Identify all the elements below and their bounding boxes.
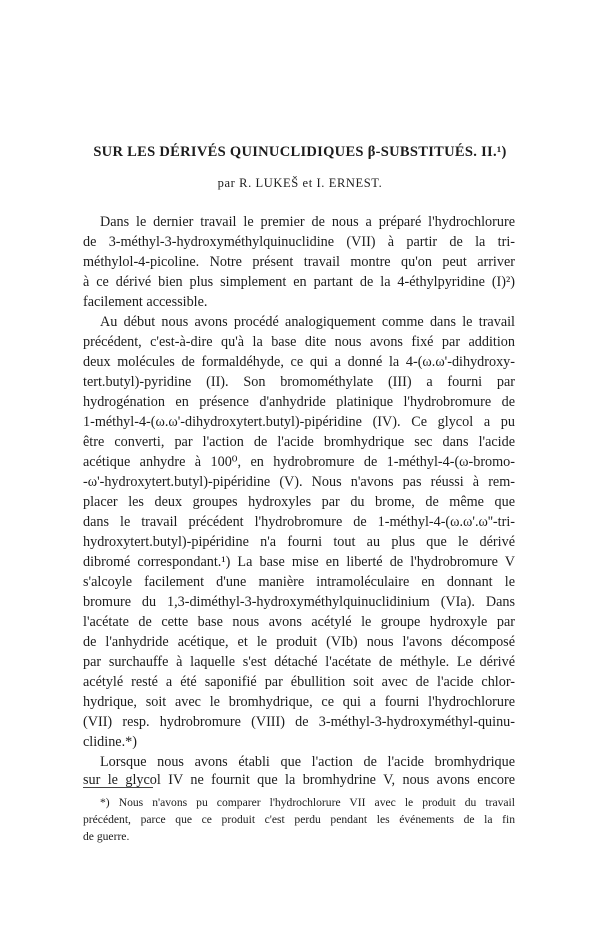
body-line: par surchauffe à laquelle s'est détaché l'acétate de méthyle. Le dérivé [83,654,515,670]
body-line: de l'anhydride acétique, et le produit (VIb) nous l'avons décomposé [83,634,515,650]
body-line: à ce dérivé bien plus simplement en partant de la 4-éthylpyridine (I)²) [83,274,515,290]
body-line: être converti, par l'action de l'acide bromhydrique sec dans l'acide [83,434,515,450]
footnote-line: *) Nous n'avons pu comparer l'hydrochlorure VII avec le produit du travail [100,796,515,809]
body-line: hydrogénation en présence d'anhydride platinique l'hydrobromure de [83,394,515,410]
footnote-line: précédent, parce que ce produit c'est perdu pendant les événements de la fin [83,813,515,826]
body-line: méthylol-4-picoline. Notre présent travail montre qu'on peut arriver [83,254,515,270]
paper-title: SUR LES DÉRIVÉS QUINUCLIDIQUES β-SUBSTITUÉS. II.¹) [93,144,507,160]
body-line: Au début nous avons procédé analogiquement comme dans le travail [100,314,515,330]
body-line: dans le travail précédent l'hydrobromure de 1-méthyl-4-(ω.ω'.ω''-tri- [83,514,515,530]
body-line: (VII) resp. hydrobromure (VIII) de 3-méthyl-3-hydroxyméthyl-quinu- [83,714,515,730]
authors-line: par R. LUKEŠ et I. ERNEST. [217,176,383,190]
body-line: tert.butyl)-pyridine (II). Son bromométhylate (III) a fourni par [83,374,515,390]
body-line: acétique anhydre à 100⁰, en hydrobromure de 1-méthyl-4-(ω-bromo- [83,454,515,470]
body-line: acétylé resté a été saponifié par ébullition soit avec de l'acide chlor- [83,674,515,690]
body-line: deux molécules de formaldéhyde, ce qui a donné la 4-(ω.ω'-dihydroxy- [83,354,515,370]
body-line: Dans le dernier travail le premier de nous a préparé l'hydrochlorure [100,214,515,230]
body-line: sur le glycol IV ne fournit que la bromhydrine V, nous avons encore [83,772,515,788]
body-line: précédent, c'est-à-dire qu'à la base dite nous avons fixé par addition [83,334,515,350]
body-line: -ω'-hydroxytert.butyl)-pipéridine (V). Nous n'avons pas réussi à rem- [83,474,515,490]
body-line: dibromé correspondant.¹) La base mise en liberté de l'hydrobromure V [83,554,515,570]
body-line: Lorsque nous avons établi que l'action de l'acide bromhydrique [100,754,515,770]
body-line: hydroxytert.butyl)-pipéridine n'a fourni tout au plus que le dérivé [83,534,515,550]
body-line: clidine.*) [83,734,137,750]
footnote-line: de guerre. [83,830,130,843]
body-line: bromure du 1,3-diméthyl-3-hydroxyméthylquinuclidinium (VIa). Dans [83,594,515,610]
body-line: l'acétate de cette base nous avons acétylé le groupe hydroxyle par [83,614,515,630]
body-line: s'alcoyle facilement d'une manière intramoléculaire en donnant le [83,574,515,590]
body-line: placer les deux groupes hydroxyles par du brome, de même que [83,494,515,510]
body-line: hydrique, soit avec le bromhydrique, ce qui a fourni l'hydrochlorure [83,694,515,710]
footnote-rule [83,787,153,788]
body-line: de 3-méthyl-3-hydroxyméthylquinuclidine (VII) à partir de la tri- [83,234,515,250]
body-line: facilement accessible. [83,294,208,310]
body-line: 1-méthyl-4-(ω.ω'-dihydroxytert.butyl)-pipéridine (IV). Ce glycol a pu [83,414,515,430]
